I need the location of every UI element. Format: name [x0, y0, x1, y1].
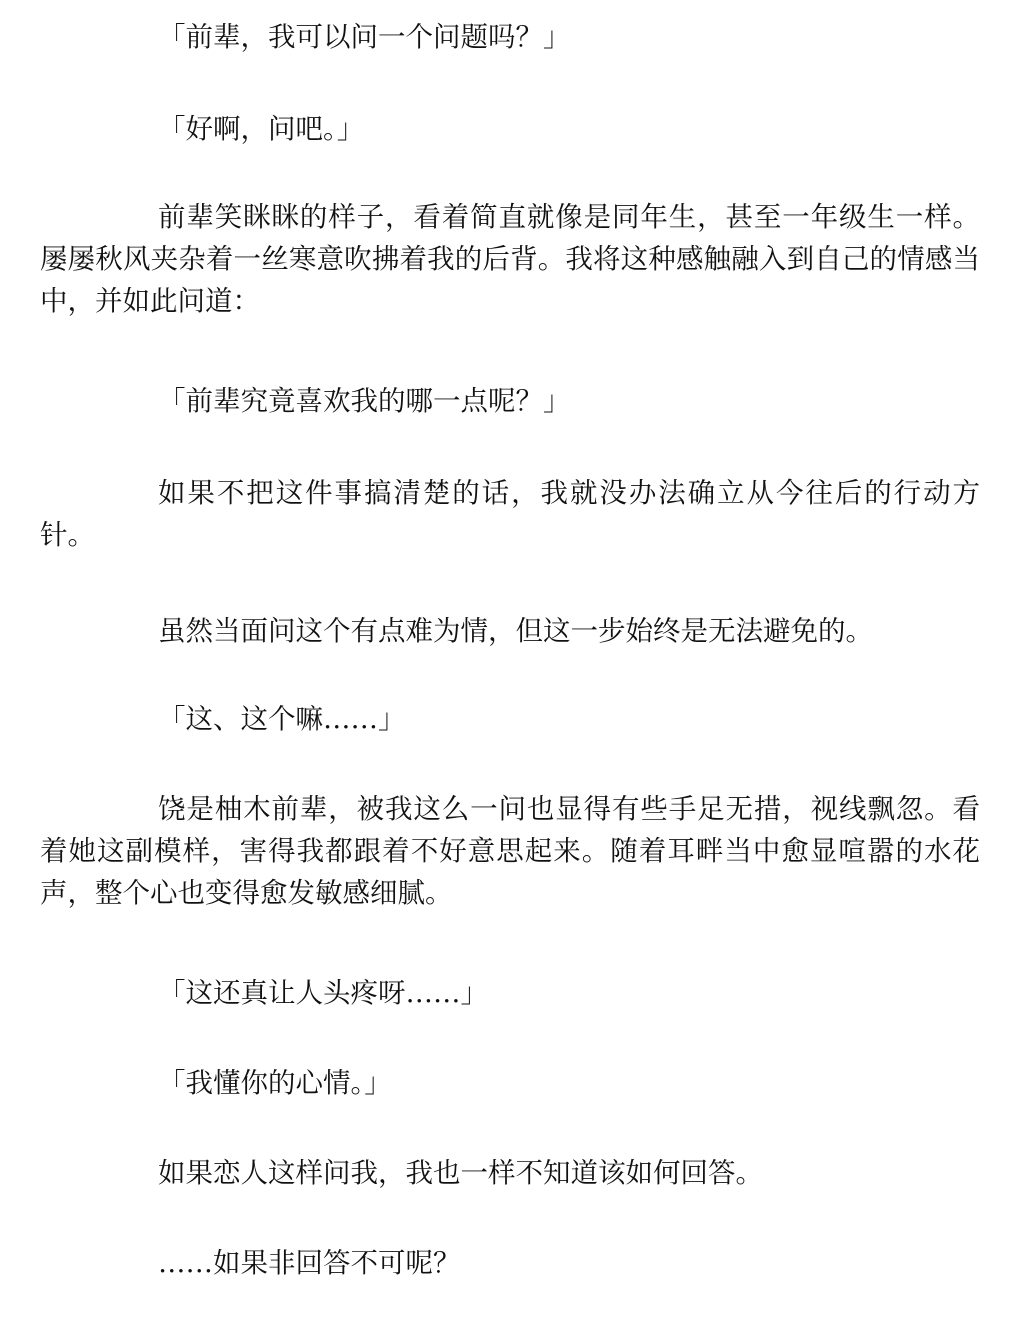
paragraph-8: 饶是柚木前辈，被我这么一问也显得有些手足无措，视线飘忽。看着她这副模样，害得我都跟着不好意思起来。随着耳畔当中愈显喧嚣的水花声，整个心也变得愈发敏感细腻。 — [40, 793, 980, 909]
paragraph-1: 「前辈，我可以问一个问题吗？」 — [158, 21, 571, 53]
paragraph-3: 前辈笑眯眯的样子，看着简直就像是同年生，甚至一年级生一样。屡屡秋风夹杂着一丝寒意吹拂着我的后背。我将这种感触融入到自己的情感当中，并如此问道： — [40, 201, 980, 317]
document-page — [40, 0, 980, 1320]
paragraph-2: 「好啊，问吧。」 — [158, 113, 365, 145]
paragraph-9: 「这还真让人头疼呀……」 — [158, 977, 488, 1009]
paragraph-12: ……如果非回答不可呢？ — [158, 1247, 461, 1279]
paragraph-4: 「前辈究竟喜欢我的哪一点呢？」 — [158, 385, 571, 417]
paragraph-6: 虽然当面问这个有点难为情，但这一步始终是无法避免的。 — [158, 615, 873, 647]
paragraph-7: 「这、这个嘛……」 — [158, 703, 406, 735]
paragraph-10: 「我懂你的心情。」 — [158, 1067, 392, 1099]
paragraph-5: 如果不把这件事搞清楚的话，我就没办法确立从今往后的行动方针。 — [40, 477, 980, 551]
paragraph-11: 如果恋人这样问我，我也一样不知道该如何回答。 — [158, 1157, 763, 1189]
